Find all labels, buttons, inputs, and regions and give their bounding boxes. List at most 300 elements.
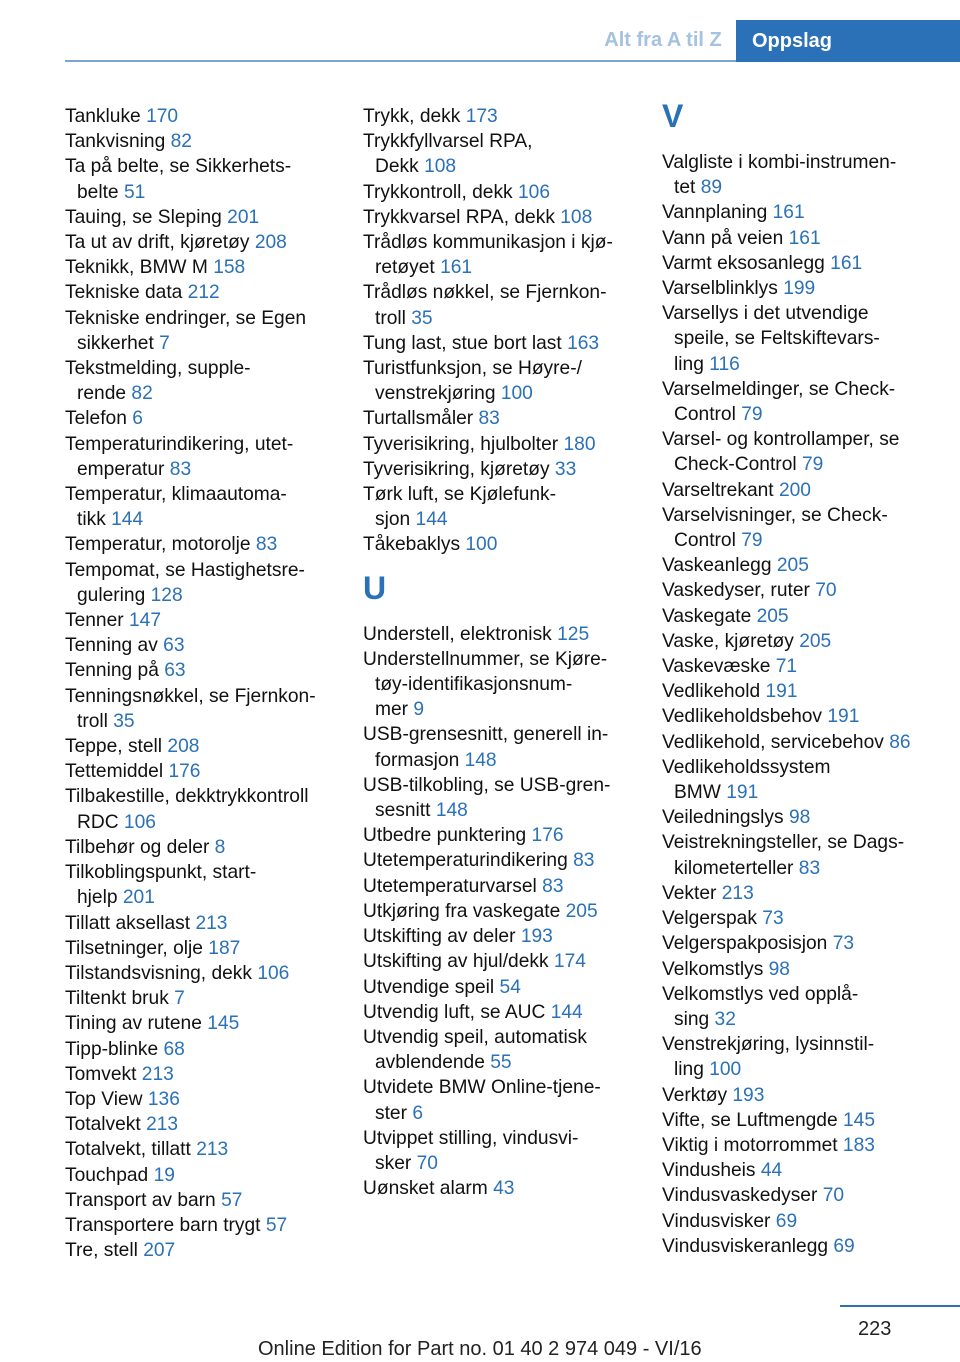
index-entry-text: Valgliste i kombi-instrumen- xyxy=(662,152,897,173)
index-entry-text: Utskifting av deler xyxy=(363,926,516,948)
index-entry xyxy=(65,406,345,431)
index-entry-text: Trådløs kommunikasjon i kjø- xyxy=(363,232,613,254)
page-reference-link[interactable]: 180 xyxy=(563,433,596,455)
page-reference-link[interactable]: 148 xyxy=(435,800,468,822)
index-entry xyxy=(363,722,643,772)
index-entry xyxy=(662,931,952,956)
page-reference-link[interactable]: 199 xyxy=(783,278,816,300)
page-reference-link[interactable]: 161 xyxy=(772,202,805,224)
index-entry xyxy=(662,906,952,931)
index-entry-text: Tilkoblingspunkt, start- xyxy=(65,862,257,884)
index-entry xyxy=(65,784,345,834)
index-entry-text: Vedlikehold xyxy=(662,681,761,703)
index-entry xyxy=(363,647,643,723)
header-tab-label: Oppslag xyxy=(736,20,960,62)
index-entry-text: Varmt eksosanlegg xyxy=(662,252,825,274)
index-entry xyxy=(65,658,345,683)
index-entry xyxy=(363,280,643,330)
index-entry xyxy=(363,622,643,647)
page-reference-link[interactable]: 174 xyxy=(553,951,586,973)
page-reference-link[interactable]: 6 xyxy=(132,408,143,430)
index-entry xyxy=(662,982,952,1032)
index-entry-text: Varseltrekant xyxy=(662,479,774,501)
page-reference-link[interactable]: 86 xyxy=(889,731,911,753)
index-entry-text: ling xyxy=(674,353,704,375)
index-entry-text: retøyet xyxy=(375,257,435,279)
page-reference-link[interactable]: 100 xyxy=(709,1059,742,1081)
page-reference-link[interactable]: 208 xyxy=(167,736,200,758)
index-entry xyxy=(65,129,345,154)
page-reference-link[interactable]: 147 xyxy=(129,610,162,632)
index-entry-text: belte xyxy=(77,181,119,203)
index-entry-text: Utvendig speil, automatisk xyxy=(363,1026,587,1048)
index-entry-text: Trykkontroll, dekk xyxy=(363,181,513,203)
page-reference-link[interactable]: 19 xyxy=(153,1164,175,1186)
index-entry-text: Vaskedyser, ruter xyxy=(662,580,810,602)
index-entry xyxy=(65,432,345,482)
page-reference-link[interactable]: 51 xyxy=(123,181,146,203)
index-entry-text: Transport av barn xyxy=(65,1189,216,1211)
page-reference-link[interactable]: 191 xyxy=(765,681,798,703)
index-entry xyxy=(65,734,345,759)
page-reference-link[interactable]: 35 xyxy=(411,307,433,329)
index-entry xyxy=(65,1238,345,1263)
page-reference-link[interactable]: 201 xyxy=(227,206,260,228)
page-reference-link[interactable]: 205 xyxy=(776,555,809,577)
index-entry xyxy=(662,1083,952,1108)
page-number: 223 xyxy=(858,1318,892,1340)
index-entry xyxy=(662,503,952,553)
index-entry xyxy=(65,911,345,936)
index-entry-text: Tettemiddel xyxy=(65,761,164,783)
page-reference-link[interactable]: 63 xyxy=(163,635,185,657)
index-entry-text: Understell, elektronisk xyxy=(363,623,552,645)
index-entry xyxy=(363,432,643,457)
index-entry xyxy=(65,936,345,961)
index-entry-text: Uønsket alarm xyxy=(363,1178,488,1200)
index-entry xyxy=(662,200,952,225)
index-entry xyxy=(65,306,345,356)
page-reference-link[interactable]: 79 xyxy=(741,404,763,426)
index-entry xyxy=(65,633,345,658)
index-entry xyxy=(363,180,643,205)
index-entry-text: Utvidete BMW Online-tjene- xyxy=(363,1077,601,1099)
index-entry-text: Turtallsmåler xyxy=(363,408,474,430)
index-entry-text: Velkomstlys ved opplå- xyxy=(662,983,859,1005)
page-reference-link[interactable]: 70 xyxy=(416,1152,438,1174)
index-entry-text: hjelp xyxy=(77,887,118,909)
index-entry xyxy=(363,1000,643,1025)
index-entry xyxy=(662,578,952,603)
page-reference-link[interactable]: 205 xyxy=(799,630,832,652)
index-entry-text: RDC xyxy=(77,811,119,833)
index-entry xyxy=(363,205,643,230)
index-entry-text: Tempomat, se Hastighetsre- xyxy=(65,559,305,581)
page-reference-link[interactable]: 161 xyxy=(440,257,473,279)
index-entry-text: Tiltenkt bruk xyxy=(65,988,169,1010)
page-reference-link[interactable]: 116 xyxy=(709,353,740,375)
index-entry-text: Tenning på xyxy=(65,660,159,682)
page-reference-link[interactable]: 68 xyxy=(163,1038,185,1060)
page-reference-link[interactable]: 106 xyxy=(517,181,550,203)
index-entry-text: Temperatur, motorolje xyxy=(65,534,251,556)
page-reference-link[interactable]: 83 xyxy=(542,875,564,897)
index-entry-text: sjon xyxy=(375,509,411,531)
index-entry xyxy=(363,874,643,899)
index-entry xyxy=(662,276,952,301)
index-entry-text: Utvendige speil xyxy=(363,976,495,998)
index-entry xyxy=(65,759,345,784)
page-reference-link[interactable]: 98 xyxy=(788,807,811,829)
index-entry xyxy=(363,1025,643,1075)
index-entry-text: Varselmeldinger, se Check- xyxy=(662,378,896,400)
page-reference-link[interactable]: 83 xyxy=(255,534,278,556)
index-entry xyxy=(662,377,952,427)
index-entry-text: Veistrekningsteller, se Dags- xyxy=(662,832,905,854)
index-entry-text: ling xyxy=(674,1059,704,1081)
page-reference-link[interactable]: 98 xyxy=(768,958,790,980)
index-entry xyxy=(65,961,345,986)
page-reference-link[interactable]: 83 xyxy=(573,850,595,872)
page-reference-link[interactable]: 200 xyxy=(778,479,811,501)
index-entry-text: Vaskevæske xyxy=(662,656,771,678)
index-letter-heading: U xyxy=(363,569,387,606)
index-entry-text: Vedlikeholdssystem xyxy=(662,756,831,778)
page-reference-link[interactable]: 9 xyxy=(413,699,425,721)
index-entry-text: Tenning av xyxy=(65,635,158,657)
page-reference-link[interactable]: 106 xyxy=(123,811,156,833)
page-reference-link[interactable]: 212 xyxy=(187,282,220,304)
page-reference-link[interactable]: 176 xyxy=(168,761,201,783)
page-reference-link[interactable]: 69 xyxy=(833,1235,855,1257)
index-entry xyxy=(65,1062,345,1087)
index-entry xyxy=(65,532,345,557)
index-entry xyxy=(662,805,952,830)
index-entry xyxy=(363,924,643,949)
page-reference-link[interactable]: 55 xyxy=(490,1052,512,1074)
page-reference-link[interactable]: 207 xyxy=(143,1240,176,1262)
index-entry xyxy=(363,457,643,482)
page-reference-link[interactable]: 193 xyxy=(732,1084,765,1106)
index-entry xyxy=(662,629,952,654)
page-reference-link[interactable]: 89 xyxy=(700,177,723,199)
index-entry-text: Ta på belte, se Sikkerhets- xyxy=(65,156,292,178)
index-entry-text: Utetemperaturindikering xyxy=(363,850,568,872)
page-reference-link[interactable]: 57 xyxy=(221,1189,243,1211)
index-entry xyxy=(662,1158,952,1183)
index-entry xyxy=(65,280,345,305)
index-entry-text: emperatur xyxy=(77,458,165,480)
index-entry-text: Ta ut av drift, kjøretøy xyxy=(65,232,250,254)
index-entry xyxy=(65,558,345,608)
page-reference-link[interactable]: 43 xyxy=(493,1178,515,1200)
index-entry xyxy=(363,848,643,873)
page-reference-link[interactable]: 7 xyxy=(159,332,170,354)
index-entry-text: tet xyxy=(674,177,696,199)
page-reference-link[interactable]: 128 xyxy=(150,584,183,606)
index-entry-text: Temperaturindikering, utet- xyxy=(65,433,294,455)
page-reference-link[interactable]: 170 xyxy=(146,106,179,127)
page-reference-link[interactable]: 163 xyxy=(567,332,600,354)
page-reference-link[interactable]: 82 xyxy=(131,383,153,405)
page-reference-link[interactable]: 213 xyxy=(141,1063,174,1085)
index-entry-text: Tåkebaklys xyxy=(363,534,461,556)
index-entry xyxy=(65,1188,345,1213)
page-reference-link[interactable]: 145 xyxy=(843,1109,876,1131)
edition-note: Online Edition for Part no. 01 40 2 974 049 - VI/16 xyxy=(258,1338,702,1360)
page-reference-link[interactable]: 57 xyxy=(265,1214,288,1236)
index-entry-text: gulering xyxy=(77,584,146,606)
page-reference-link[interactable]: 83 xyxy=(798,857,821,879)
index-entry-text: Vekter xyxy=(662,882,717,904)
index-entry xyxy=(363,1126,643,1176)
index-entry-text: tikk xyxy=(77,509,106,531)
index-entry-text: Tekniske endringer, se Egen xyxy=(65,307,307,329)
index-entry-text: rende xyxy=(77,383,127,405)
index-entry-text: Trykk, dekk xyxy=(363,106,461,127)
index-entry-text: Check-Control xyxy=(674,454,797,476)
index-entry-text: Tomvekt xyxy=(65,1063,137,1085)
page-reference-link[interactable]: 213 xyxy=(721,882,754,904)
index-entry-text: Tørk luft, se Kjølefunk- xyxy=(363,484,556,506)
index-entry xyxy=(662,301,952,377)
index-entry xyxy=(662,1209,952,1234)
index-entry-text: Tipp-blinke xyxy=(65,1038,159,1060)
page-reference-link[interactable]: 73 xyxy=(832,933,855,955)
index-entry-text: Tillatt aksellast xyxy=(65,912,191,934)
index-entry-text: Control xyxy=(674,404,736,426)
page-reference-link[interactable]: 213 xyxy=(195,912,228,934)
index-entry xyxy=(662,553,952,578)
page-reference-link[interactable]: 125 xyxy=(557,623,590,645)
page-reference-link[interactable]: 70 xyxy=(815,580,837,602)
index-entry-text: Tre, stell xyxy=(65,1240,138,1262)
page-reference-link[interactable]: 193 xyxy=(520,926,553,948)
index-entry xyxy=(65,205,345,230)
index-entry xyxy=(65,684,345,734)
page-reference-link[interactable]: 161 xyxy=(830,252,863,274)
index-entry xyxy=(662,730,952,755)
page-reference-link[interactable]: 205 xyxy=(565,900,598,922)
page-reference-link[interactable]: 108 xyxy=(560,206,593,228)
index-entry-text: avblendende xyxy=(375,1052,485,1074)
index-entry xyxy=(363,823,643,848)
index-entry-text: USB-grensesnitt, generell in- xyxy=(363,724,609,746)
page-reference-link[interactable]: 70 xyxy=(822,1185,845,1207)
index-entry xyxy=(662,755,952,805)
index-entry-text: venstrekjøring xyxy=(375,383,496,405)
index-entry xyxy=(65,1213,345,1238)
index-entry xyxy=(363,406,643,431)
index-entry-text: Vindusheis xyxy=(662,1160,756,1182)
index-entry-text: Tilbakestille, dekktrykkontroll xyxy=(65,786,309,808)
index-entry-text: Tekniske data xyxy=(65,282,183,304)
page-reference-link[interactable]: 108 xyxy=(424,156,457,178)
page-reference-link[interactable]: 136 xyxy=(147,1088,180,1110)
index-entry xyxy=(662,1032,952,1082)
page-reference-link[interactable]: 100 xyxy=(500,383,533,405)
index-entry-text: Tauing, se Sleping xyxy=(65,206,222,228)
page-reference-link[interactable]: 201 xyxy=(122,887,155,909)
index-entry xyxy=(662,1234,952,1259)
index-entry xyxy=(65,986,345,1011)
index-entry-text: Tung last, stue bort last xyxy=(363,332,562,354)
page-reference-link[interactable]: 73 xyxy=(762,908,784,930)
index-entry xyxy=(65,482,345,532)
index-entry-text: Telefon xyxy=(65,408,127,430)
index-entry-text: Utvendig luft, se AUC xyxy=(363,1001,546,1023)
index-entry-text: Tilsetninger, olje xyxy=(65,937,203,959)
index-entry-text: Teppe, stell xyxy=(65,736,163,758)
index-entry xyxy=(363,899,643,924)
index-entry xyxy=(662,1183,952,1208)
index-entry-text: Utetemperaturvarsel xyxy=(363,875,537,897)
index-entry-text: Vaskeanlegg xyxy=(662,555,772,577)
index-entry-text: Control xyxy=(674,530,736,552)
index-entry xyxy=(363,975,643,1000)
page-reference-link[interactable]: 205 xyxy=(756,605,789,627)
page-reference-link[interactable]: 8 xyxy=(214,836,226,858)
page-reference-link[interactable]: 79 xyxy=(801,454,824,476)
index-entry xyxy=(65,1011,345,1036)
page-reference-link[interactable]: 54 xyxy=(499,976,521,998)
index-entry xyxy=(363,104,643,129)
index-entry xyxy=(65,1112,345,1137)
page-reference-link[interactable]: 6 xyxy=(412,1102,424,1124)
page-reference-link[interactable]: 144 xyxy=(111,509,144,531)
index-entry xyxy=(363,949,643,974)
index-entry xyxy=(363,1176,643,1201)
index-entry-text: Temperatur, klimaautoma- xyxy=(65,484,287,506)
index-entry-text: Utbedre punktering xyxy=(363,825,527,847)
index-entry-text: Transportere barn trygt xyxy=(65,1214,261,1236)
page-reference-link[interactable]: 145 xyxy=(207,1013,240,1035)
page-reference-link[interactable]: 32 xyxy=(714,1008,736,1030)
index-entry-text: Velgerspak xyxy=(662,908,757,930)
index-entry-text: sikkerhet xyxy=(77,332,154,354)
footer-rule xyxy=(840,1305,960,1307)
index-entry-text: Varsel- og kontrollamper, se xyxy=(662,429,900,451)
index-entry-text: Vindusvaskedyser xyxy=(662,1185,818,1207)
index-entry-text: Varsellys i det utvendige xyxy=(662,303,869,325)
index-entry xyxy=(65,356,345,406)
index-entry-text: Vindusviskeranlegg xyxy=(662,1235,829,1257)
index-entry xyxy=(363,331,643,356)
page-reference-link[interactable]: 191 xyxy=(827,706,860,728)
index-entry-text: speile, se Feltskiftevars- xyxy=(674,328,880,350)
index-entry-text: Utskifting av hjul/dekk xyxy=(363,951,549,973)
index-entry-text: Verktøy xyxy=(662,1084,728,1106)
index-entry-text: sesnitt xyxy=(375,800,431,822)
index-entry-text: formasjon xyxy=(375,749,460,771)
index-entry xyxy=(65,608,345,633)
index-entry xyxy=(363,773,643,823)
index-entry-text: Tining av rutene xyxy=(65,1013,202,1035)
page-reference-link[interactable]: 83 xyxy=(169,458,192,480)
index-entry xyxy=(662,881,952,906)
page-reference-link[interactable]: 191 xyxy=(726,782,759,804)
page-reference-link[interactable]: 213 xyxy=(196,1139,229,1161)
page-reference-link[interactable]: 161 xyxy=(788,227,821,249)
index-entry-text: Vedlikeholdsbehov xyxy=(662,706,823,728)
index-entry xyxy=(363,356,643,406)
page-reference-link[interactable]: 158 xyxy=(213,257,246,279)
index-entry-text: Tyverisikring, hjulbolter xyxy=(363,433,559,455)
page-reference-link[interactable]: 144 xyxy=(550,1001,583,1023)
index-entry xyxy=(65,230,345,255)
index-entry-text: Tilbehør og deler xyxy=(65,836,210,858)
index-entry xyxy=(65,835,345,860)
page-reference-link[interactable]: 71 xyxy=(775,656,798,678)
index-entry-text: Vifte, se Luftmengde xyxy=(662,1109,838,1131)
index-entry-text: Tankluke xyxy=(65,106,141,127)
page-reference-link[interactable]: 82 xyxy=(170,131,192,153)
page-reference-link[interactable]: 208 xyxy=(254,232,287,254)
page-reference-link[interactable]: 144 xyxy=(415,509,448,531)
index-entry-text: Vedlikehold, servicebehov xyxy=(662,731,884,753)
index-entry-text: Varselvisninger, se Check- xyxy=(662,504,888,526)
page-reference-link[interactable]: 83 xyxy=(478,408,500,430)
page-reference-link[interactable]: 183 xyxy=(842,1134,875,1156)
index-entry-text: Tankvisning xyxy=(65,131,166,153)
index-entry xyxy=(662,654,952,679)
index-entry xyxy=(662,604,952,629)
index-entry-text: Vaske, kjøretøy xyxy=(662,630,794,652)
index-entry-text: Totalvekt, tillatt xyxy=(65,1139,191,1161)
index-entry xyxy=(662,226,952,251)
index-entry-text: kilometerteller xyxy=(674,857,794,879)
index-entry xyxy=(662,478,952,503)
page-reference-link[interactable]: 173 xyxy=(465,106,498,127)
page-reference-link[interactable]: 213 xyxy=(146,1114,179,1136)
page-reference-link[interactable]: 7 xyxy=(174,988,185,1010)
index-entry xyxy=(662,1108,952,1133)
page-reference-link[interactable]: 176 xyxy=(531,825,564,847)
page-reference-link[interactable]: 106 xyxy=(257,962,290,984)
index-column-1 xyxy=(65,104,345,1263)
index-entry-text: USB-tilkobling, se USB-gren- xyxy=(363,774,611,796)
index-entry xyxy=(363,532,643,557)
page-reference-link[interactable]: 63 xyxy=(164,660,186,682)
page-reference-link[interactable]: 79 xyxy=(741,530,763,552)
index-entry xyxy=(662,150,952,200)
index-entry xyxy=(363,1075,643,1125)
index-entry xyxy=(363,230,643,280)
index-entry-text: Tenningsnøkkel, se Fjernkon- xyxy=(65,685,316,707)
index-entry xyxy=(363,129,643,179)
page-reference-link[interactable]: 69 xyxy=(775,1210,798,1232)
index-entry-text: ster xyxy=(375,1102,407,1124)
index-entry-text: Vaskegate xyxy=(662,605,752,627)
page-reference-link[interactable]: 33 xyxy=(554,458,577,480)
page-reference-link[interactable]: 100 xyxy=(465,534,498,556)
index-entry-text: sker xyxy=(375,1152,412,1174)
index-entry xyxy=(65,1137,345,1162)
page-reference-link[interactable]: 148 xyxy=(464,749,497,771)
index-entry-text: Trykkvarsel RPA, dekk xyxy=(363,206,555,228)
index-entry-text: Tyverisikring, kjøretøy xyxy=(363,458,550,480)
index-entry xyxy=(662,957,952,982)
index-entry xyxy=(65,154,345,204)
index-entry-text: sing xyxy=(674,1008,710,1030)
index-entry-text: Utvippet stilling, vindusvi- xyxy=(363,1127,579,1149)
page-reference-link[interactable]: 35 xyxy=(113,710,135,732)
index-entry-text: tøy-identifikasjonsnum- xyxy=(375,674,573,696)
index-entry-text: Trykkfyllvarsel RPA, xyxy=(363,131,533,153)
page-reference-link[interactable]: 187 xyxy=(208,937,241,959)
page-reference-link[interactable]: 44 xyxy=(760,1160,783,1182)
index-entry xyxy=(65,255,345,280)
